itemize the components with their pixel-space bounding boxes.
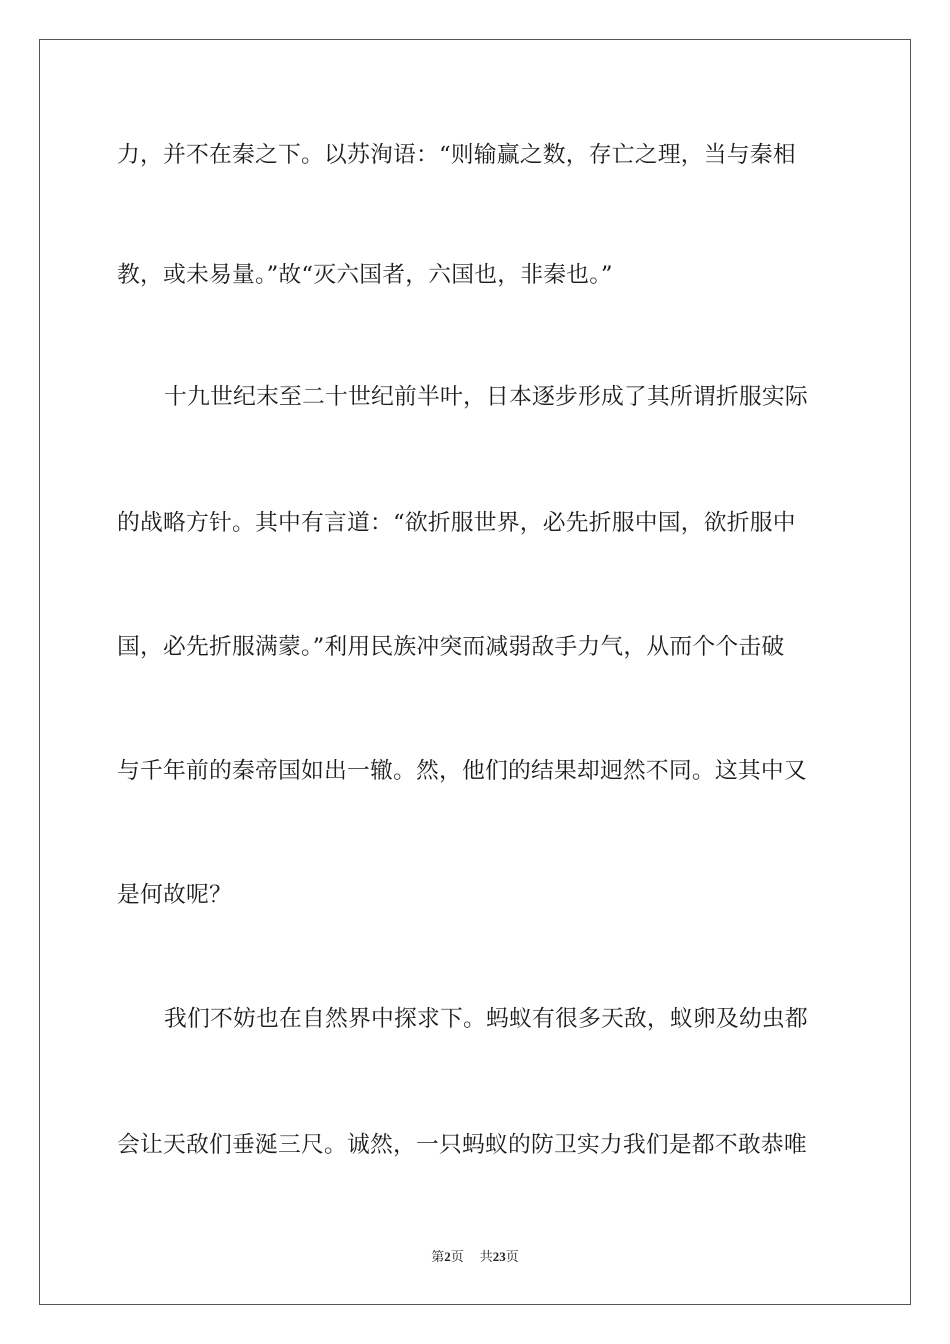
text-line-5: 国，必先折服满蒙。”利用民族冲突而减弱敌手力气，从而个个击破 [117, 634, 785, 660]
page-footer [0, 1248, 950, 1267]
text-line-9: 会让天敌们垂涎三尺。诚然，一只蚂蚁的防卫实力我们是都不敢恭唯 [117, 1132, 807, 1158]
text-line-6: 与千年前的秦帝国如出一辙。然，他们的结果却迥然不同。这其中又 [117, 758, 807, 784]
total-prefix: 共 [479, 1250, 493, 1265]
page-suffix: 页 [450, 1250, 464, 1265]
page-prefix: 第 [431, 1250, 445, 1265]
text-line-8: 我们不妨也在自然界中探求下。蚂蚁有很多天敌，蚁卵及幼虫都 [164, 1006, 808, 1032]
page-border [39, 39, 911, 1305]
text-line-1: 力，并不在秦之下。以苏洵语：“则输赢之数，存亡之理，当与秦相 [117, 142, 796, 168]
text-line-7: 是何故呢？ [117, 882, 232, 908]
text-line-4: 的战略方针。其中有言道：“欲折服世界，必先折服中国，欲折服中 [117, 510, 796, 536]
total-pages: 23 [492, 1249, 506, 1264]
text-line-3: 十九世纪末至二十世纪前半叶，日本逐步形成了其所谓折服实际 [164, 384, 808, 410]
text-line-2: 教，或未易量。”故“灭六国者，六国也，非秦也。” [117, 262, 613, 288]
total-suffix: 页 [505, 1250, 519, 1265]
page-number: 2 [444, 1249, 451, 1264]
